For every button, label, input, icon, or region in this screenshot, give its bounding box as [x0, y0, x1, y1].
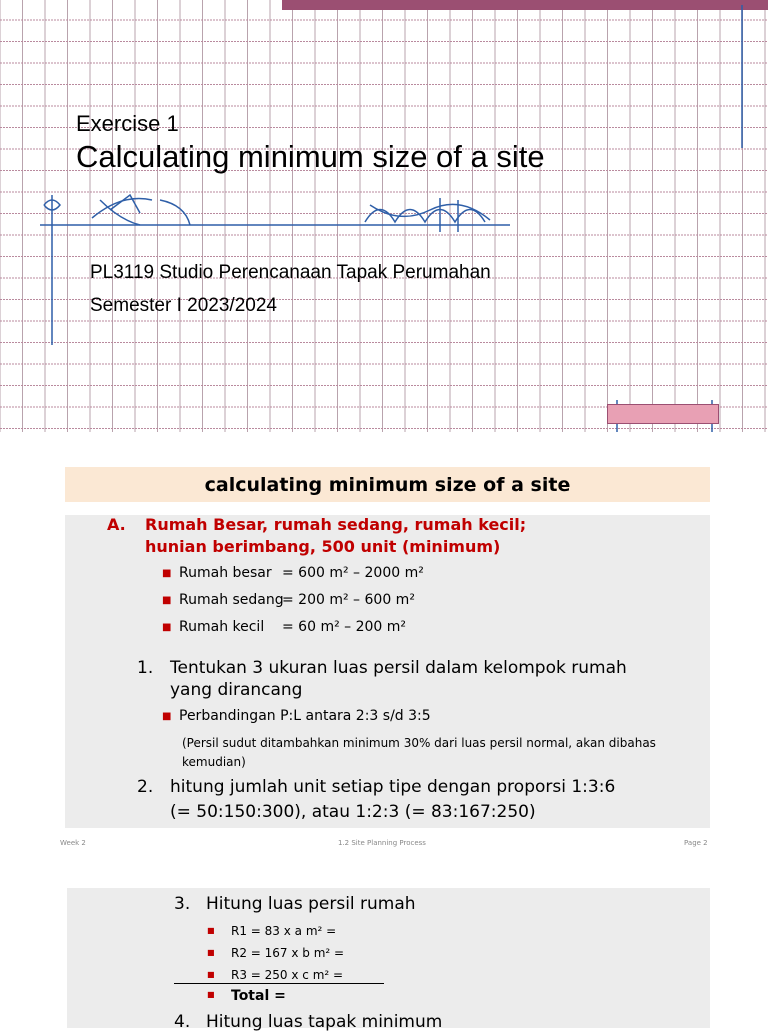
item-text: hitung jumlah unit setiap tipe dengan proporsi 1:3:6 — [170, 777, 616, 797]
note-text: (Persil sudut ditambahkan minimum 30% dari luas persil normal, akan dibahas — [182, 736, 656, 750]
formula-row: R2 = 167 x b m² = — [231, 946, 345, 960]
bullet-icon: ■ — [162, 622, 172, 633]
item-number: 3. — [174, 894, 191, 914]
bullet-value: = 600 m² – 2000 m² — [282, 565, 424, 581]
bullet-icon: ■ — [207, 948, 215, 957]
footer-page: Page 2 — [684, 839, 708, 847]
slide-header: calculating minimum size of a site — [65, 467, 710, 502]
item-text: yang dirancang — [170, 680, 303, 700]
bullet-icon: ■ — [207, 970, 215, 979]
sketch-drawing — [0, 0, 768, 432]
title-slide — [0, 0, 768, 432]
section-letter: A. — [107, 515, 126, 534]
item-number: 2. — [137, 777, 154, 797]
bullet-icon: ■ — [207, 990, 215, 999]
bullet-value: = 60 m² – 200 m² — [282, 619, 407, 635]
item-number: 1. — [137, 658, 154, 678]
item-text: Hitung luas persil rumah — [206, 894, 416, 914]
total-row: Total = — [231, 988, 286, 1004]
bullet-label: Perbandingan P:L antara 2:3 s/d 3:5 — [179, 708, 431, 724]
bullet-icon: ■ — [207, 926, 215, 935]
exercise-label: Exercise 1 — [76, 111, 179, 136]
slide-title: Calculating minimum size of a site — [76, 139, 545, 174]
bullet-icon: ■ — [162, 595, 172, 606]
item-number: 4. — [174, 1012, 191, 1032]
decorative-box — [607, 404, 719, 424]
bullet-icon: ■ — [162, 568, 172, 579]
bullet-value: = 200 m² – 600 m² — [282, 592, 415, 608]
section-heading-line1: Rumah Besar, rumah sedang, rumah kecil; — [145, 515, 527, 534]
formula-row: R3 = 250 x c m² = — [231, 968, 344, 982]
bullet-label: Rumah kecil — [179, 619, 265, 635]
sum-divider — [174, 983, 384, 984]
bullet-label: Rumah sedang — [179, 592, 284, 608]
content-panel — [65, 515, 710, 828]
content-slide — [0, 440, 768, 860]
item-text: Hitung luas tapak minimum — [206, 1012, 443, 1032]
bullet-label: Rumah besar — [179, 565, 272, 581]
footer-week: Week 2 — [60, 839, 86, 847]
content-panel — [67, 888, 710, 1032]
formula-row: R1 = 83 x a m² = — [231, 924, 337, 938]
item-text: (= 50:150:300), atau 1:2:3 (= 83:167:250) — [170, 802, 536, 822]
course-name: PL3119 Studio Perencanaan Tapak Perumahan — [90, 262, 491, 283]
item-text: Tentukan 3 ukuran luas persil dalam kelompok rumah — [170, 658, 627, 678]
note-text: kemudian) — [182, 755, 246, 769]
section-heading-line2: hunian berimbang, 500 unit (minimum) — [145, 537, 501, 556]
semester-label: Semester I 2023/2024 — [90, 295, 277, 316]
bullet-icon: ■ — [162, 711, 172, 722]
footer-title: 1.2 Site Planning Process — [338, 839, 426, 847]
content-slide — [0, 868, 768, 1032]
